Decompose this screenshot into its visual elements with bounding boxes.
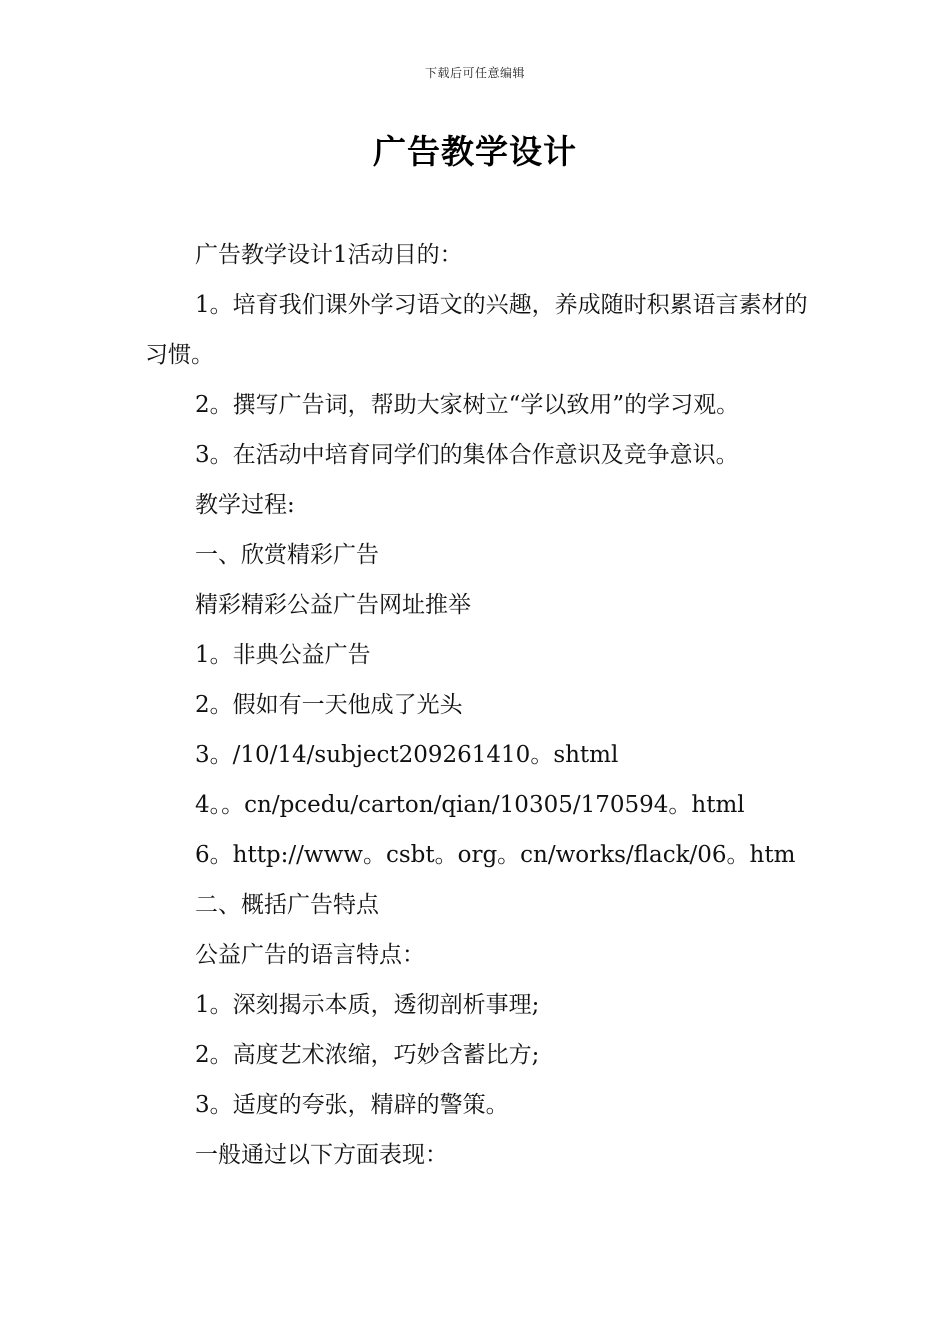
header-note: 下载后可任意编辑 xyxy=(424,66,525,80)
list-item-6: 6。http://www。csbt。org。cn/works/flack/06。htm xyxy=(195,842,796,868)
paragraph-goal-2: 2。撰写广告词，帮助大家树立“学以致用”的学习观。 xyxy=(195,392,740,418)
section-heading-1: 一、欣赏精彩广告 xyxy=(195,542,379,568)
document-body xyxy=(145,230,810,1180)
list-item-3: 3。/10/14/subject209261410。shtml xyxy=(195,742,619,768)
feature-item-3: 3。适度的夸张，精辟的警策。 xyxy=(195,1092,509,1118)
paragraph-process-heading: 教学过程: xyxy=(195,492,295,518)
paragraph-goal-1: 1。培育我们课外学习语文的兴趣，养成随时积累语言素材的习惯。 xyxy=(145,292,808,368)
feature-item-1: 1。深刻揭示本质，透彻剖析事理; xyxy=(195,992,540,1018)
paragraph-language-features: 公益广告的语言特点： xyxy=(195,942,425,968)
feature-item-2: 2。高度艺术浓缩，巧妙含蓄比方; xyxy=(195,1042,540,1068)
paragraph-goal-3: 3。在活动中培育同学们的集体合作意识及竞争意识。 xyxy=(195,442,739,468)
paragraph-intro: 广告教学设计1活动目的： xyxy=(195,242,463,268)
paragraph-website-intro: 精彩精彩公益广告网址推举 xyxy=(195,592,471,618)
section-heading-2: 二、概括广告特点 xyxy=(195,892,379,918)
paragraph-expression: 一般通过以下方面表现： xyxy=(195,1142,448,1168)
list-item-1: 1。非典公益广告 xyxy=(195,642,371,668)
list-item-2: 2。假如有一天他成了光头 xyxy=(195,692,463,718)
list-item-4: 4。。cn/pcedu/carton/qian/10305/170594。html xyxy=(195,792,745,818)
document-title: 广告教学设计 xyxy=(373,132,577,171)
